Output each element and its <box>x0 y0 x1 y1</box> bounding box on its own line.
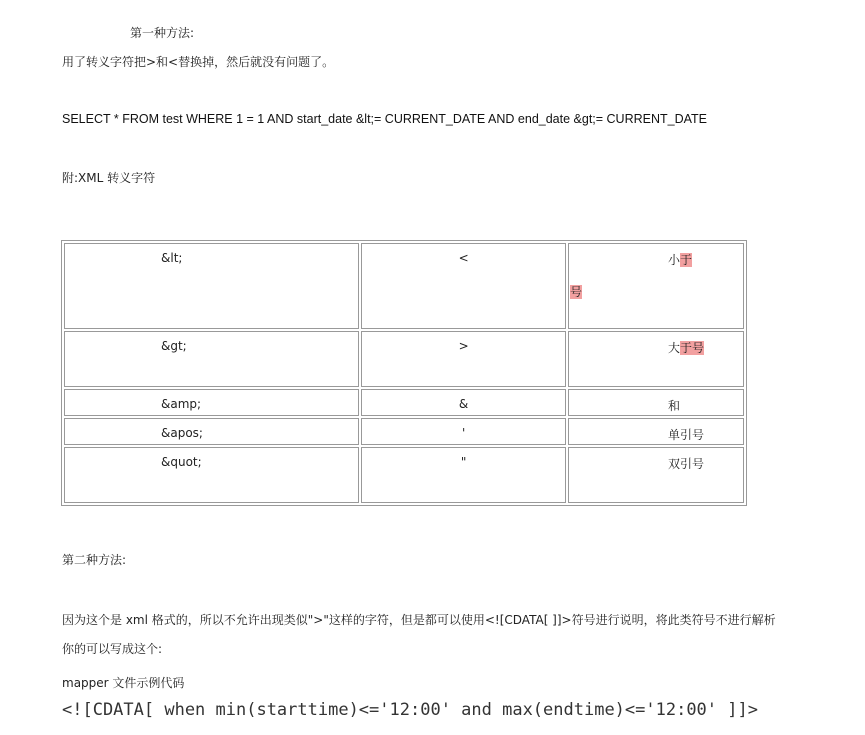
table-row <box>64 331 744 387</box>
entity-cell: &apos; <box>64 418 359 445</box>
table-row <box>64 243 744 329</box>
sql-statement: SELECT * FROM test WHERE 1 = 1 AND start_date &lt;= CURRENT_DATE AND end_date &gt;= CURRENT_DATE <box>62 112 708 126</box>
entity-cell: &lt; <box>64 243 359 329</box>
char-cell: " <box>361 447 566 503</box>
desc-cell <box>568 243 744 329</box>
code-snippet: <![CDATA[ when min(starttime)<='12:00' and max(endtime)<='12:00' ]]> <box>62 700 758 720</box>
desc-cell <box>568 389 744 416</box>
entity-cell: &gt; <box>64 331 359 387</box>
highlight-text: 号 <box>569 285 582 299</box>
table-row <box>64 447 744 503</box>
desc-text: 和 <box>667 399 680 413</box>
heading-method-2: 第二种方法: <box>62 553 127 567</box>
mapper-label: mapper 文件示例代码 <box>62 676 185 690</box>
char-cell: < <box>361 243 566 329</box>
highlight-text: 于号 <box>680 341 705 355</box>
heading-method-1: 第一种方法: <box>130 26 195 40</box>
explanation-paragraph: 因为这个是 xml 格式的，所以不允许出现类似">"这样的字符，但是都可以使用<![CDATA[ ]]>符号进行说明，将此类符号不进行解析 <box>62 613 776 627</box>
desc-cell <box>568 418 744 445</box>
entity-cell: &amp; <box>64 389 359 416</box>
intro-paragraph: 用了转义字符把>和<替换掉，然后就没有问题了。 <box>62 55 335 69</box>
char-cell: ' <box>361 418 566 445</box>
desc-text: 大 <box>667 341 680 355</box>
desc-cell <box>568 447 744 503</box>
table-row <box>64 418 744 445</box>
escape-char-table <box>61 240 747 506</box>
table-row <box>64 389 744 416</box>
desc-text: 小 <box>667 253 680 267</box>
char-cell: > <box>361 331 566 387</box>
desc-cell <box>568 331 744 387</box>
explanation-paragraph-cont: 你的可以写成这个: <box>62 642 163 656</box>
appendix-title: 附:XML 转义字符 <box>62 171 156 185</box>
highlight-text: 于 <box>680 253 693 267</box>
desc-text: 双引号 <box>667 457 704 471</box>
entity-cell: &quot; <box>64 447 359 503</box>
desc-text: 单引号 <box>667 428 704 442</box>
char-cell: & <box>361 389 566 416</box>
